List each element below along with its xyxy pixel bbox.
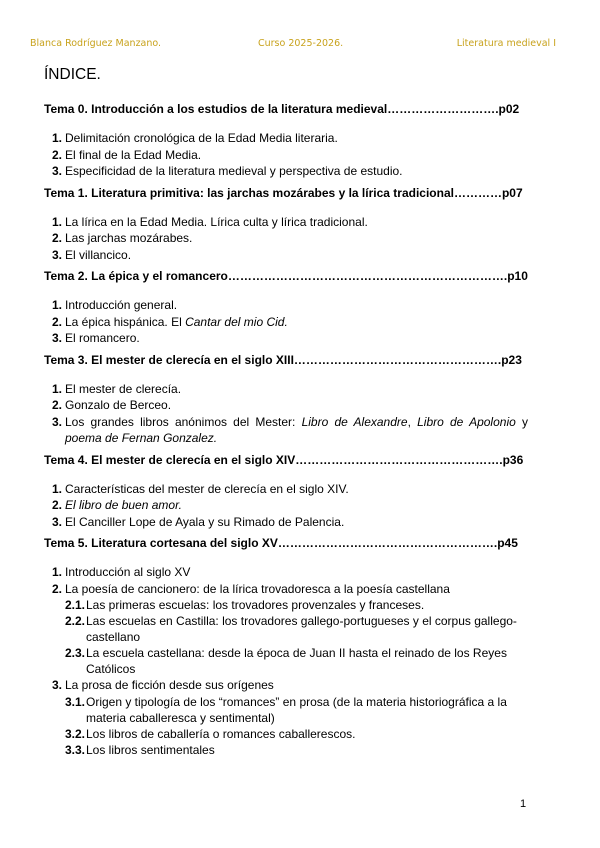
header-author: Blanca Rodríguez Manzano. — [30, 38, 162, 49]
theme-items — [44, 481, 528, 531]
sub-list-item — [44, 645, 528, 677]
item-number: 1. — [52, 131, 63, 145]
theme-heading: Tema 3. El mester de clerecía en el siglo XIII…………………………………………….p23 — [44, 352, 522, 367]
item-text: Delimitación cronológica de la Edad Media literaria. — [65, 131, 338, 145]
table-of-contents — [44, 102, 528, 764]
item-number: 3. — [52, 514, 63, 529]
item-number: 1. — [52, 565, 63, 579]
item-title-italic: Libro de Apolonio — [417, 414, 516, 429]
item-number: 3. — [52, 164, 63, 178]
list-item — [44, 314, 528, 331]
item-number: 2.2. — [65, 614, 86, 628]
item-text: El romancero. — [65, 331, 140, 345]
item-text: La épica hispánica. El — [65, 314, 186, 329]
item-text: Introducción general. — [65, 298, 178, 312]
sub-list-item — [44, 726, 528, 742]
list-item — [44, 381, 528, 398]
item-number: 2. — [52, 581, 63, 596]
item-title-italic: El libro de buen amor. — [65, 498, 182, 512]
sub-list-item — [44, 597, 528, 613]
theme-items — [44, 564, 528, 758]
item-text: Especificidad de la literatura medieval y perspectiva de estudio. — [65, 164, 403, 178]
item-text: La escuela castellana: desde la época de Juan II hasta el reinado de los Reyes Católicos — [86, 646, 507, 676]
item-number: 2. — [52, 231, 63, 245]
header-course: Curso 2025-2026. — [258, 38, 344, 49]
list-item — [44, 230, 528, 247]
item-title-italic: poema de Fernan Gonzalez. — [65, 431, 218, 445]
theme-heading: Tema 4. El mester de clerecía en el siglo XIV…………………………………………….p36 — [44, 452, 524, 467]
item-text: Los libros de caballería o romances caballerescos. — [86, 726, 356, 741]
list-item — [44, 130, 528, 147]
item-text: La poesía de cancionero: de la lírica trovadoresca a la poesía castellana — [65, 581, 450, 596]
item-text: El villancico. — [65, 247, 132, 262]
page-header — [0, 38, 600, 52]
theme-items — [44, 381, 528, 447]
list-item — [44, 297, 528, 314]
list-item — [44, 397, 528, 414]
item-text: Las primeras escuelas: los trovadores provenzales y franceses. — [86, 598, 425, 612]
item-number: 1. — [52, 214, 63, 229]
list-item — [44, 414, 528, 447]
item-number: 2. — [52, 498, 63, 512]
item-number: 2.3. — [65, 646, 86, 660]
item-text: Introducción al siglo XV — [65, 565, 191, 579]
list-item — [44, 581, 528, 598]
page-number: 1 — [520, 798, 527, 810]
item-number: 3. — [52, 678, 63, 692]
item-number: 3.3. — [65, 742, 86, 757]
list-item — [44, 214, 528, 231]
theme-items — [44, 297, 528, 347]
header-subject: Literatura medieval I — [456, 38, 556, 49]
item-number: 2.1. — [65, 598, 86, 612]
item-number: 3. — [52, 331, 63, 345]
item-text: La prosa de ficción desde sus orígenes — [65, 678, 274, 692]
item-text: El final de la Edad Media. — [65, 147, 202, 162]
theme-heading: Tema 1. Literatura primitiva: las jarchas mozárabes y la lírica tradicional…………p07 — [44, 185, 523, 200]
list-item — [44, 564, 528, 581]
list-item — [44, 247, 528, 264]
theme-heading: Tema 2. La épica y el romancero…………………………………………………………….p10 — [44, 269, 528, 283]
list-item — [44, 163, 528, 180]
sub-list-item — [44, 694, 528, 726]
item-text: Las escuelas en Castilla: los trovadores gallego-portugueses y el corpus gallego-castellano — [86, 614, 517, 644]
item-text: Los grandes libros anónimos del Mester: — [65, 414, 302, 429]
item-text: El Canciller Lope de Ayala y su Rimado de Palencia. — [65, 514, 345, 529]
item-text: , — [407, 414, 418, 429]
item-number: 3.1. — [65, 694, 86, 709]
item-number: 2. — [52, 398, 63, 412]
sub-list-item — [44, 742, 528, 758]
item-number: 3. — [52, 414, 63, 429]
item-text: Las jarchas mozárabes. — [65, 231, 193, 245]
list-item — [44, 481, 528, 498]
list-item — [44, 497, 528, 514]
list-item — [44, 677, 528, 694]
item-title-italic: Libro de Alexandre — [301, 414, 408, 429]
item-text: La lírica en la Edad Media. Lírica culta y lírica tradicional. — [65, 214, 368, 229]
item-text: Origen y tipología de los “romances” en prosa (de la materia historiográfica a la materia caballeresca y sentimental) — [86, 694, 507, 725]
item-number: 1. — [52, 381, 63, 396]
item-number: 3. — [52, 247, 63, 262]
list-item — [44, 514, 528, 531]
page-title: ÍNDICE. — [44, 66, 101, 83]
theme-heading: Tema 0. Introducción a los estudios de la literatura medieval……………………….p02 — [44, 102, 520, 116]
theme-heading: Tema 5. Literatura cortesana del siglo XV……………………………………………….p45 — [44, 536, 518, 550]
item-text: Características del mester de clerecía en el siglo XIV. — [65, 481, 349, 496]
list-item — [44, 330, 528, 347]
item-number: 2. — [52, 314, 63, 329]
item-number: 1. — [52, 481, 63, 496]
item-number: 3.2. — [65, 726, 86, 741]
item-text: El mester de clerecía. — [65, 381, 182, 396]
sub-list-item — [44, 613, 528, 645]
list-item — [44, 147, 528, 164]
item-text: y — [515, 414, 528, 429]
item-number: 1. — [52, 298, 63, 312]
item-text: Los libros sentimentales — [86, 742, 215, 757]
item-number: 2. — [52, 147, 63, 162]
theme-items — [44, 214, 528, 264]
theme-items — [44, 130, 528, 180]
item-title-italic: Cantar del mio Cid. — [185, 314, 288, 329]
item-text: Gonzalo de Berceo. — [65, 398, 172, 412]
